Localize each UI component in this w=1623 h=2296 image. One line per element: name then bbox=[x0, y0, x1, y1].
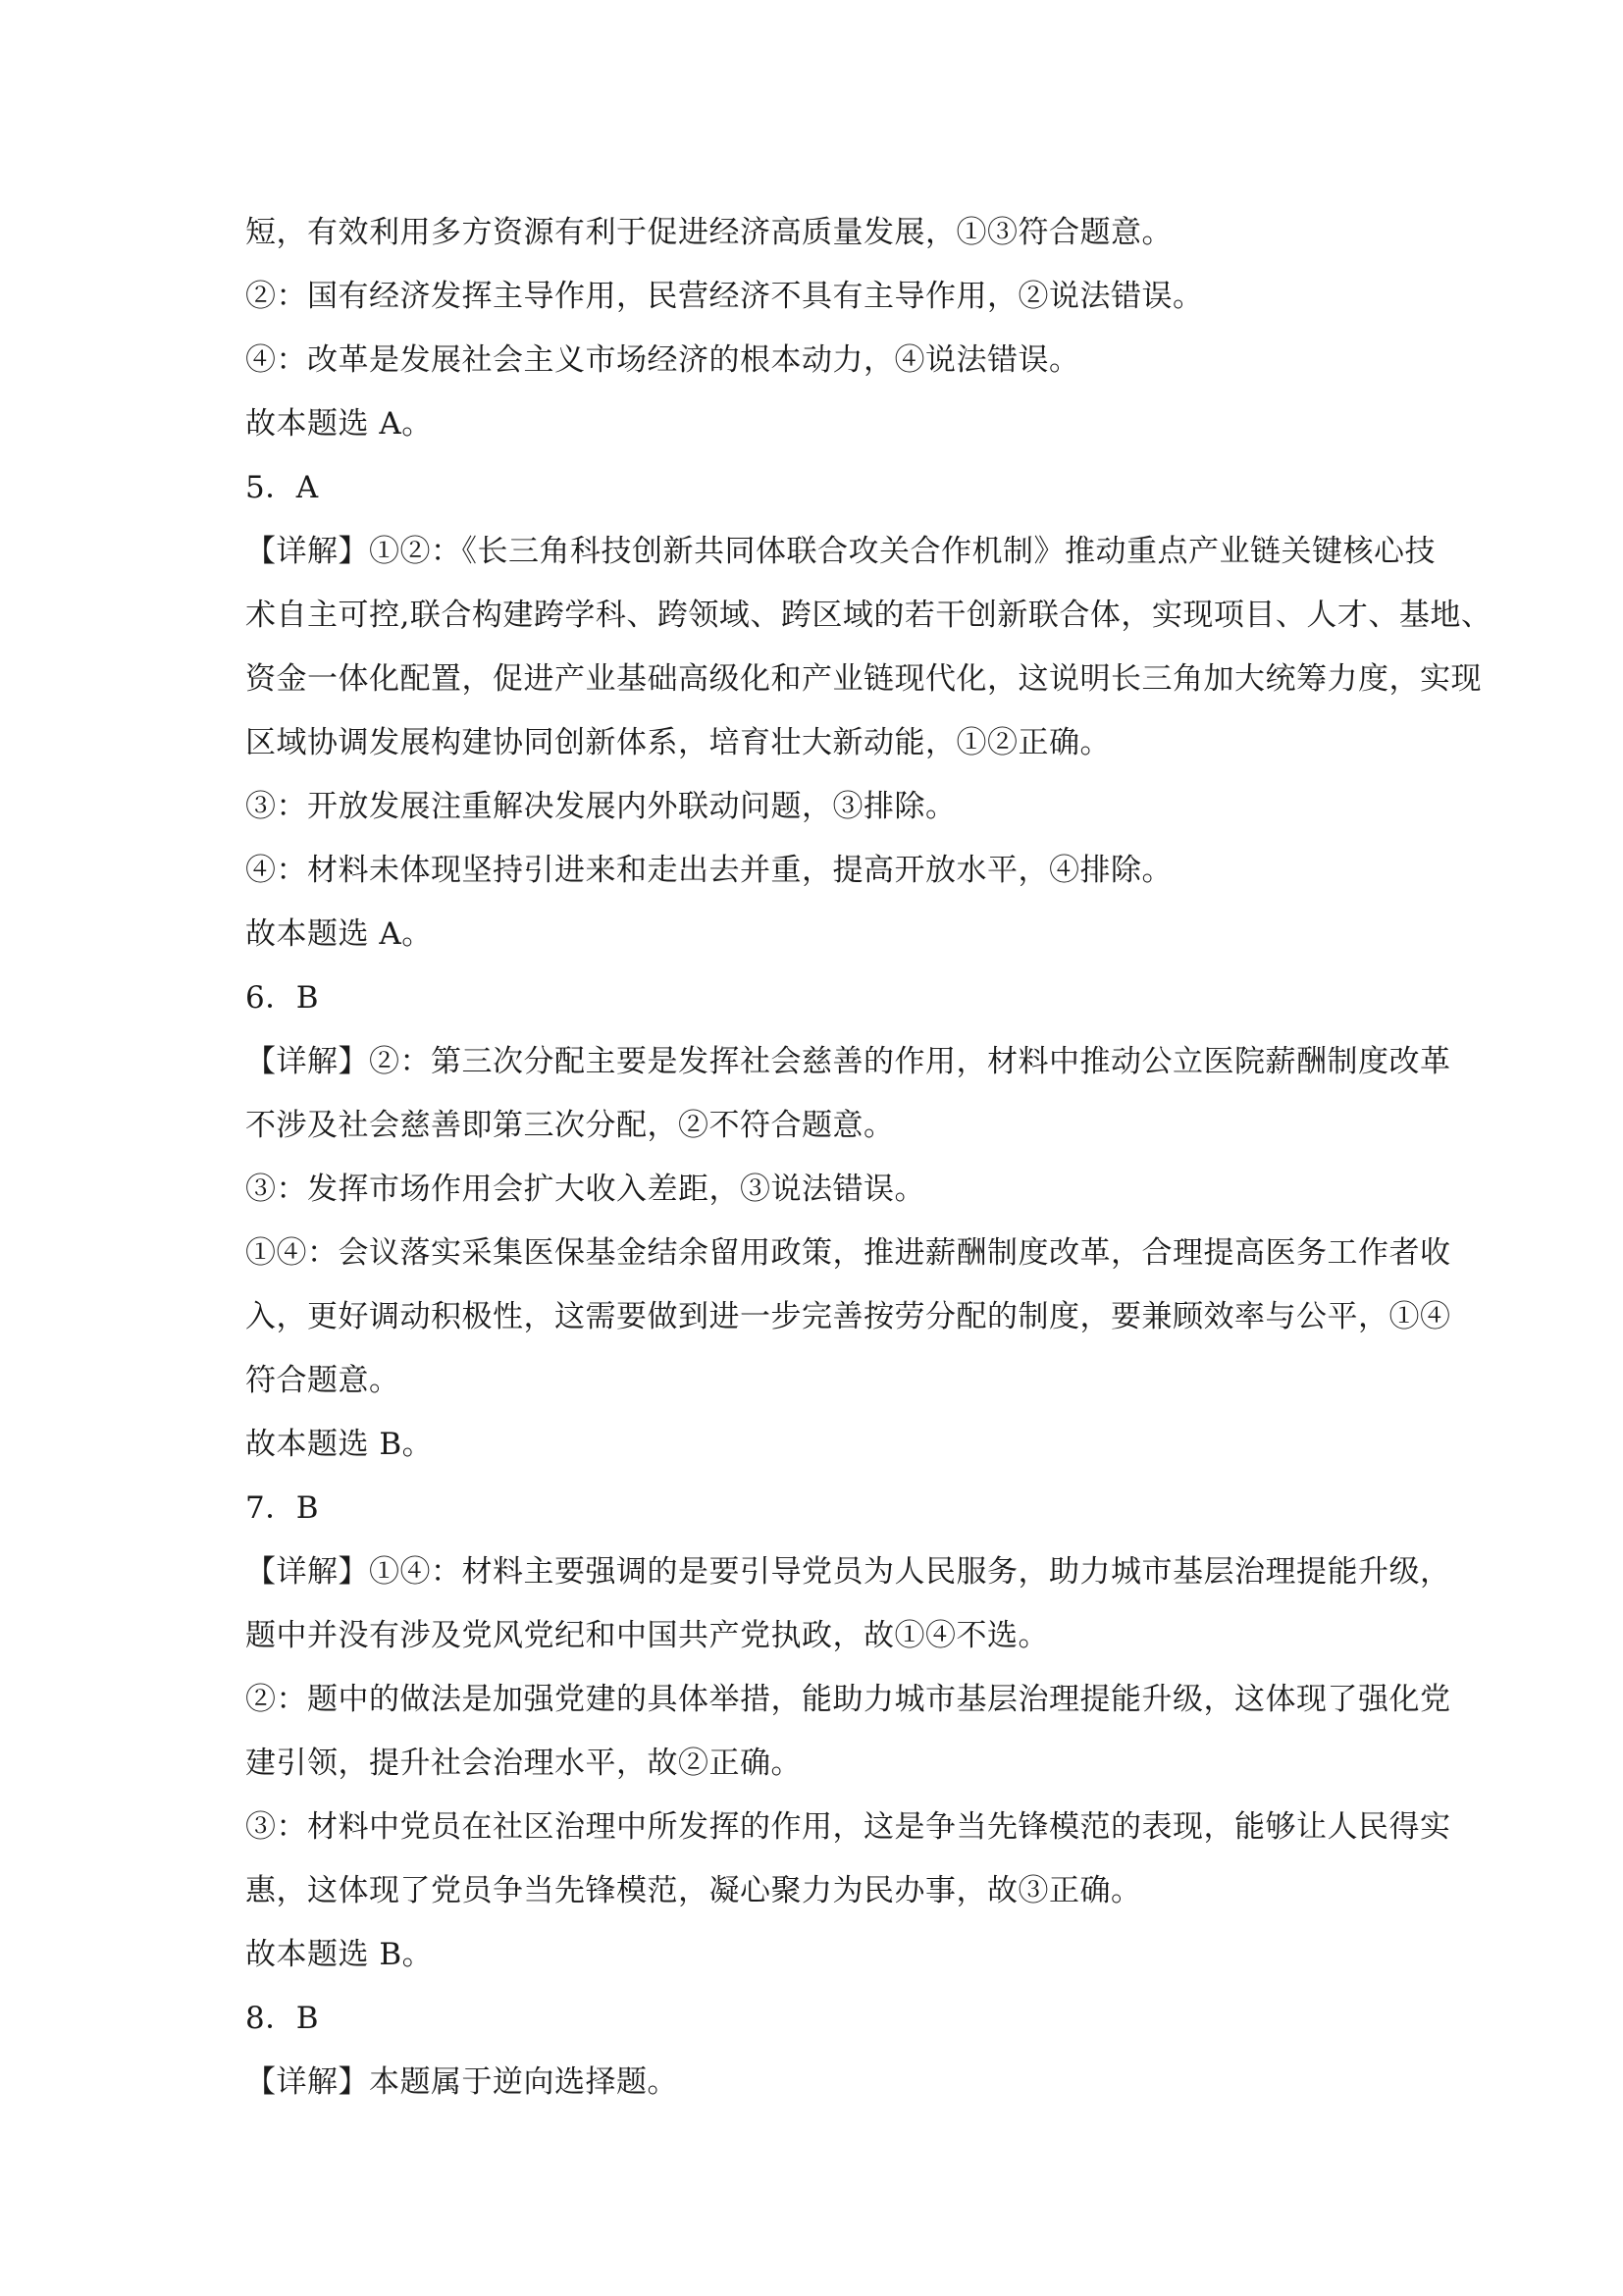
text-line: 建引领，提升社会治理水平，故②正确。 bbox=[245, 1746, 802, 1781]
text-line: 符合题意。 bbox=[245, 1363, 400, 1398]
question-number: 5．A bbox=[245, 470, 319, 505]
question-number: 8．B bbox=[245, 2001, 320, 2036]
text-line: ②：国有经济发挥主导作用，民营经济不具有主导作用，②说法错误。 bbox=[245, 279, 1204, 314]
text-line: 故本题选 B。 bbox=[245, 1937, 434, 1972]
text-line: ②：题中的做法是加强党建的具体举措，能助力城市基层治理提能升级，这体现了强化党 bbox=[245, 1682, 1451, 1717]
question-number: 7．B bbox=[245, 1490, 320, 1526]
text-line: 不涉及社会慈善即第三次分配，②不符合题意。 bbox=[245, 1108, 895, 1143]
text-line: 题中并没有涉及党风党纪和中国共产党执政，故①④不选。 bbox=[245, 1618, 1049, 1653]
text-line: ③：发挥市场作用会扩大收入差距，③说法错误。 bbox=[245, 1172, 925, 1207]
question-number: 6．B bbox=[245, 980, 320, 1016]
text-line: 入，更好调动积极性，这需要做到进一步完善按劳分配的制度，要兼顾效率与公平，①④ bbox=[245, 1299, 1451, 1334]
text-line: ③：开放发展注重解决发展内外联动问题，③排除。 bbox=[245, 789, 957, 824]
text-line: 【详解】①④：材料主要强调的是要引导党员为人民服务，助力城市基层治理提能升级， bbox=[245, 1554, 1451, 1590]
text-line: 区域协调发展构建协同创新体系，培育壮大新动能，①②正确。 bbox=[245, 725, 1111, 760]
text-line: 故本题选 A。 bbox=[245, 916, 433, 952]
text-line: ①④：会议落实采集医保基金结余留用政策，推进薪酬制度改革，合理提高医务工作者收 bbox=[245, 1235, 1451, 1271]
text-line: 资金一体化配置，促进产业基础高级化和产业链现代化，这说明长三角加大统筹力度，实现 bbox=[245, 661, 1482, 697]
text-line: 惠，这体现了党员争当先锋模范，凝心聚力为民办事，故③正确。 bbox=[245, 1873, 1142, 1908]
text-line: 【详解】①②：《长三角科技创新共同体联合攻关合作机制》推动重点产业链关键核心技 bbox=[245, 534, 1436, 569]
text-line: 【详解】②：第三次分配主要是发挥社会慈善的作用，材料中推动公立医院薪酬制度改革 bbox=[245, 1044, 1451, 1079]
text-line: 短，有效利用多方资源有利于促进经济高质量发展，①③符合题意。 bbox=[245, 215, 1173, 250]
text-line: 故本题选 A。 bbox=[245, 406, 433, 442]
document-page bbox=[245, 201, 1492, 2114]
text-line: ③：材料中党员在社区治理中所发挥的作用，这是争当先锋模范的表现，能够让人民得实 bbox=[245, 1809, 1451, 1845]
text-line: ④：改革是发展社会主义市场经济的根本动力，④说法错误。 bbox=[245, 342, 1080, 378]
text-line: 故本题选 B。 bbox=[245, 1427, 434, 1462]
text-line: ④：材料未体现坚持引进来和走出去并重，提高开放水平，④排除。 bbox=[245, 853, 1173, 888]
text-line: 【详解】本题属于逆向选择题。 bbox=[245, 2064, 678, 2100]
text-line: 术自主可控,联合构建跨学科、跨领域、跨区域的若干创新联合体，实现项目、人才、基地、 bbox=[245, 598, 1492, 633]
